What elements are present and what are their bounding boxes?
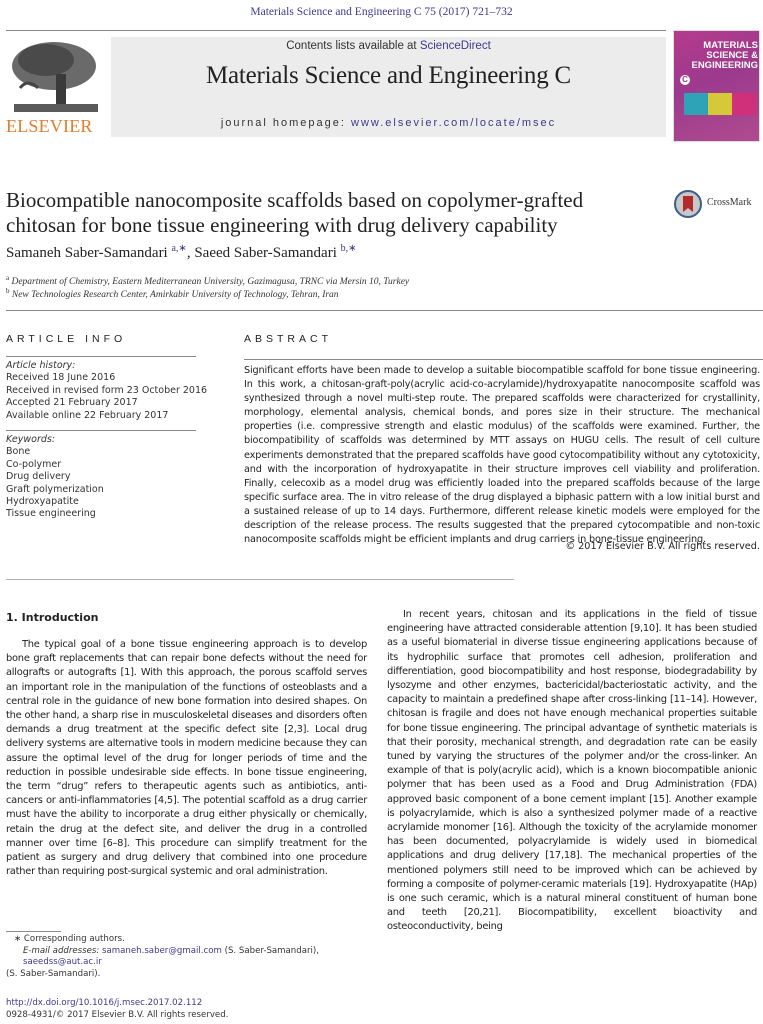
email-label: E-mail addresses: <box>23 945 103 956</box>
affiliation <box>6 274 646 287</box>
issn-copyright: 0928-4931/© 2017 Elsevier B.V. All rights reserved. <box>6 1009 229 1020</box>
affiliation <box>6 287 646 300</box>
doi-block <box>6 998 228 1021</box>
history-item: Received 18 June 2016 <box>6 372 116 384</box>
corresponding-authors-note: ∗ Corresponding authors. <box>14 934 125 944</box>
introduction-heading: 1. Introduction <box>6 611 99 624</box>
section-divider <box>6 310 763 311</box>
abstract-heading: ABSTRACT <box>244 333 333 345</box>
journal-homepage <box>111 117 666 129</box>
corresponding-footnote <box>6 934 371 980</box>
homepage-link[interactable]: www.elsevier.com/locate/msec <box>351 117 557 129</box>
intro-left-column <box>6 638 367 879</box>
author-name[interactable]: Saeed Saber-Samandari <box>194 245 337 261</box>
history-item: Accepted 21 February 2017 <box>6 397 138 409</box>
intro-right-column <box>387 608 757 935</box>
cover-title-line: ENGINEERING <box>691 60 758 71</box>
cover-title <box>678 41 758 71</box>
article-history <box>6 360 216 422</box>
affiliation-mark: b <box>6 287 10 295</box>
cover-image-strip <box>708 93 732 115</box>
author-name[interactable]: Samaneh Saber-Samandari <box>6 245 168 261</box>
title-line: chitosan for bone tissue engineering with drug delivery capability <box>6 213 558 237</box>
abstract-bottom-rule <box>6 579 514 580</box>
cover-image-strip <box>684 93 708 115</box>
crossmark-label: CrossMark <box>707 197 752 208</box>
keywords-label: Keywords: <box>6 434 56 445</box>
crossmark-icon <box>674 190 702 218</box>
article-info-divider <box>6 356 196 357</box>
sciencedirect-link[interactable]: ScienceDirect <box>419 40 491 52</box>
author-affil-mark[interactable]: a,∗ <box>171 243 187 254</box>
journal-cover-image <box>673 30 760 142</box>
author-affil-mark[interactable]: b,∗ <box>340 243 357 254</box>
history-label: Article history: <box>6 360 76 371</box>
intro-paragraph: In recent years, chitosan and its applications in the field of tissue engineering have attracted considerable attention [9,10]. It has been studied as a useful biomaterial in diverse tissue engineering applications because of its hydrophilic surface that promotes cell adhesion, proliferation and differentiation, good biocompatibility and host response, biodegradability by lysozyme and other enzymes, bactericidal/bacteriostatic activity, and the capacity to maintain a predefined shape after cross-linking [11–14]. However, chitosan is fragile and does not have enough mechanical properties suitable for bone tissue engineering. The principal advantage of synthetic materials is that their porosity, mechanical strength, and degradation rate can be easily tuned by varying the structures of the polymer and/or the cross-linker. An example of that is poly(acrylic acid), which is a known biocompatible anionic polymer that has been used as a Food and Drug Administration (FDA) approved basic component of a bone cement implant [15]. Another example is polyacrylamide, which is also a synthesized polymer made of a reactive acrylamide monomer [16]. Although the toxicity of the acrylamide monomer has been documented, polyacrylamide is widely used in biomedical applications and drug delivery [17,18]. The mechanical properties of the mentioned polymers still need to be improved which can be achieved by forming a composite of polymer-ceramic materials [19]. Hydroxyapatite (HAp) is one such ceramic, which is a natural mineral constituent of human bone and teeth [20,21]. Biocompatibility, excellent bioactivity and osteoconductivity, being <box>387 609 757 933</box>
author-list: Samaneh Saber-Samandari $^{a,∗}$, Saeed Saber-Samandari $^{b,∗}$ <box>6 243 357 261</box>
email-addresses <box>6 946 371 969</box>
running-head: Materials Science and Engineering C 75 (2017) 721–732 <box>250 6 513 18</box>
article-title <box>6 188 646 238</box>
article-info-divider <box>6 430 196 431</box>
email-link[interactable]: saeedss@aut.ac.ir <box>23 957 102 967</box>
elsevier-wordmark: ELSEVIER <box>6 116 93 136</box>
abstract-divider <box>244 359 763 360</box>
cover-image-strip <box>732 93 756 115</box>
contents-prefix: Contents lists available at <box>286 40 420 52</box>
cover-title-line: MATERIALS <box>703 40 758 51</box>
keyword-item: Tissue engineering <box>6 508 96 520</box>
journal-title: Materials Science and Engineering C <box>205 62 572 89</box>
crossmark-button[interactable] <box>674 190 763 220</box>
keyword-item: Graft polymerization <box>6 483 104 495</box>
keyword-item: Drug delivery <box>6 471 71 483</box>
article-info-heading: ARTICLE INFO <box>6 333 127 345</box>
email-owner: (S. Saber-Samandari). <box>6 968 101 979</box>
keywords-list <box>6 434 216 521</box>
title-line: Biocompatible nanocomposite scaffolds based on copolymer-grafted <box>6 188 584 212</box>
homepage-prefix: journal homepage: <box>220 117 351 129</box>
email-owner: (S. Saber-Samandari), <box>221 945 319 956</box>
affiliation-text: New Technologies Research Center, Amirkabir University of Technology, Tehran, Iran <box>11 290 339 301</box>
contents-line <box>111 40 666 52</box>
cover-letter-badge: C <box>680 75 690 85</box>
header-rule <box>6 30 666 31</box>
affiliation-mark: a <box>6 274 10 282</box>
affiliation-text: Department of Chemistry, Eastern Mediterranean University, Gazimagusa, TRNC via Mersin 10, Turkey <box>11 277 410 288</box>
keyword-item: Bone <box>6 446 31 458</box>
footnote-rule <box>6 931 61 932</box>
abstract-body: Significant efforts have been made to develop a suitable biocompatible scaffold for bone tissue engineering. In this work, a chitosan-graft-poly(acrylic acid-co-acrylamide)/hydroxyapatite nanocomposite scaffold was synthesized through a novel multi-step route. The prepared scaffolds were characterized for crystallinity, morphology, elemental analysis, chemical bonds, and pores size in their structure. The mechanical properties (i.e. compressive strength and elastic modulus) of the scaffolds were examined. Further, the biocompatibility of scaffolds was determined by MTT assays on HUGU cells. The result of cell culture experiments demonstrated that the prepared scaffolds have good cytocompatibility without any cytotoxicity, and with the incorporation of hydroxyapatite in their structure improves cell viability and proliferation. Finally, celecoxib as a model drug was efficiently loaded into the prepared scaffolds because of the large specific surface area. The in vitro release of the drug displayed a biphasic pattern with a low initial burst and a sustained release of up to 14 days. Furthermore, different release kinetic models were employed for the description of the release process. The results suggested that the prepared cytocompatible and non-toxic nanocomposite scaffolds might be efficient implants and drug carriers in bone-tissue engineering. <box>244 365 760 546</box>
history-item: Available online 22 February 2017 <box>6 409 169 421</box>
keyword-item: Co-polymer <box>6 458 62 470</box>
keyword-item: Hydroxyapatite <box>6 496 79 508</box>
doi-link[interactable]: http://dx.doi.org/10.1016/j.msec.2017.02.112 <box>6 998 203 1008</box>
cover-title-line: SCIENCE & <box>706 50 758 61</box>
history-item: Received in revised form 23 October 2016 <box>6 384 208 396</box>
abstract-copyright: © 2017 Elsevier B.V. All rights reserved. <box>565 541 760 552</box>
intro-paragraph: The typical goal of a bone tissue engineering approach is to develop bone graft replacements that can repair bone defects without the need for allografts or autografts [1]. With this approach, the porous scaffold serves an important role in the manipulation of the functions of osteoblasts and a central role in the guidance of new bone formation into desired shapes. On the other hand, a sharp rise in musculoskeletal diseases and disorders often demands a drug treatment at the specific defect site [2,3]. Local drug delivery systems are alternative tools in modern medicine because they can assure the optimal level of the drug for longer periods of time and the reduction in possible undesirable side effects. In bone tissue engineering, the term “drug” refers to therapeutic agents such as antibiotics, anti-cancers or anti-inflammatories [4,5]. The potential scaffold as a drug carrier must have the ability to incorporate a drug either physically or chemically, retain the drug at the defect site, and deliver the drug in a controlled manner over time [6–8]. This procedure can simplify treatment for the patient as surgery and drug delivery that combined into one procedure rather than requiring post-surgical systemic and oral administration. <box>6 639 367 878</box>
email-link[interactable]: samaneh.saber@gmail.com <box>102 945 222 956</box>
